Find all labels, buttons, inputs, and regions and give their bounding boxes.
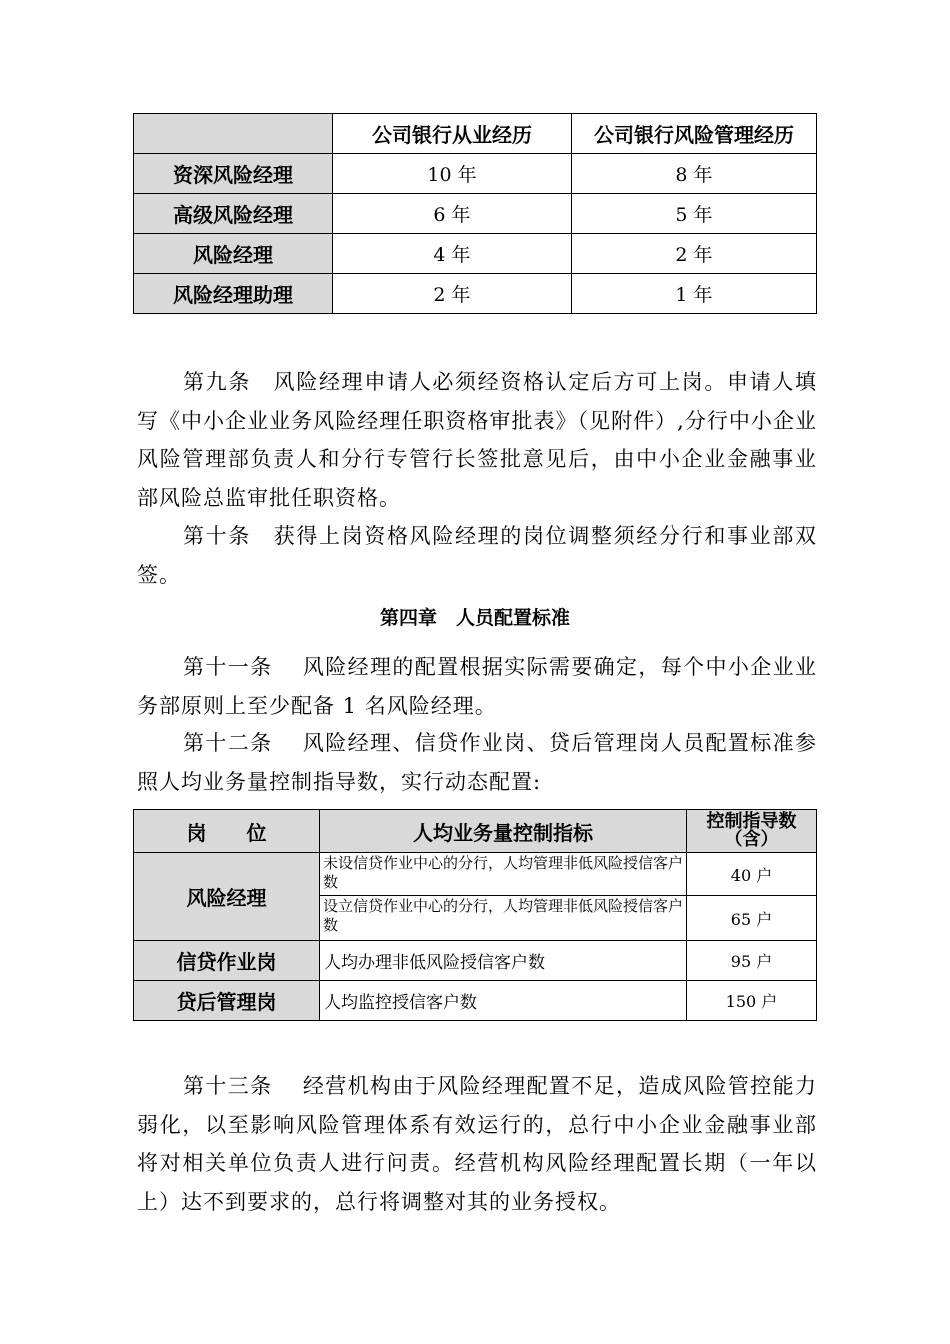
table-cell: 2 年 xyxy=(572,234,817,274)
table-cell: 10 年 xyxy=(333,154,572,194)
table-row xyxy=(134,194,817,234)
table-row xyxy=(134,154,817,194)
table-cell: 40 户 xyxy=(687,853,817,896)
table-row xyxy=(134,941,817,981)
table-cell: 人均监控授信客户数 xyxy=(320,981,687,1021)
row-label: 资深风险经理 xyxy=(134,154,333,194)
table-row xyxy=(134,234,817,274)
table-cell: 1 年 xyxy=(572,274,817,314)
table-row xyxy=(134,853,817,896)
table-cell: 65 户 xyxy=(687,896,817,941)
table-cell: 5 年 xyxy=(572,194,817,234)
table-header-corner xyxy=(134,114,333,154)
experience-table xyxy=(133,113,817,314)
row-label: 风险经理助理 xyxy=(134,274,333,314)
row-label: 高级风险经理 xyxy=(134,194,333,234)
table-header-cell: 控制指导数（含） xyxy=(687,810,817,853)
article-11: 第十一条 风险经理的配置根据实际需要确定，每个中小企业业务部原则上至少配备 1 名风险经理。 xyxy=(137,655,817,718)
table-cell: 4 年 xyxy=(333,234,572,274)
article-9: 第九条 风险经理申请人必须经资格认定后方可上岗。申请人填写《中小企业业务风险经理任职资格审批表》（见附件）,分行中小企业风险管理部负责人和分行专管行长签批意见后，由中小企业金融事业部风险总监审批任职资格。 xyxy=(137,370,817,510)
chapter-heading: 第四章 人员配置标准 xyxy=(379,607,570,629)
table-header-cell: 公司银行风险管理经历 xyxy=(572,114,817,154)
row-label: 风险经理 xyxy=(134,853,320,941)
table-cell: 人均办理非低风险授信客户数 xyxy=(320,941,687,981)
table-cell: 95 户 xyxy=(687,941,817,981)
table-row xyxy=(134,274,817,314)
table-cell: 未设信贷作业中心的分行，人均管理非低风险授信客户数 xyxy=(320,853,687,896)
table-header-cell: 岗 位 xyxy=(134,810,320,853)
table-cell: 设立信贷作业中心的分行，人均管理非低风险授信客户数 xyxy=(320,896,687,941)
article-13: 第十三条 经营机构由于风险经理配置不足，造成风险管控能力弱化，以至影响风险管理体系有效运行的，总行中小企业金融事业部将对相关单位负责人进行问责。经营机构风险经理配置长期（一年以上）达不到要求的，总行将调整对其的业务授权。 xyxy=(137,1074,817,1214)
table-cell: 6 年 xyxy=(333,194,572,234)
table-cell: 2 年 xyxy=(333,274,572,314)
table-cell: 8 年 xyxy=(572,154,817,194)
table-header-cell: 公司银行从业经历 xyxy=(333,114,572,154)
table-header-row xyxy=(134,114,817,154)
row-label: 贷后管理岗 xyxy=(134,981,320,1021)
staffing-table xyxy=(133,809,817,1021)
table-header-row xyxy=(134,810,817,853)
table-row xyxy=(134,981,817,1021)
table-header-cell: 人均业务量控制指标 xyxy=(320,810,687,853)
table-cell: 150 户 xyxy=(687,981,817,1021)
row-label: 信贷作业岗 xyxy=(134,941,320,981)
article-10: 第十条 获得上岗资格风险经理的岗位调整须经分行和事业部双签。 xyxy=(137,524,817,587)
article-12: 第十二条 风险经理、信贷作业岗、贷后管理岗人员配置标准参照人均业务量控制指导数，实行动态配置: xyxy=(137,731,817,794)
row-label: 风险经理 xyxy=(134,234,333,274)
